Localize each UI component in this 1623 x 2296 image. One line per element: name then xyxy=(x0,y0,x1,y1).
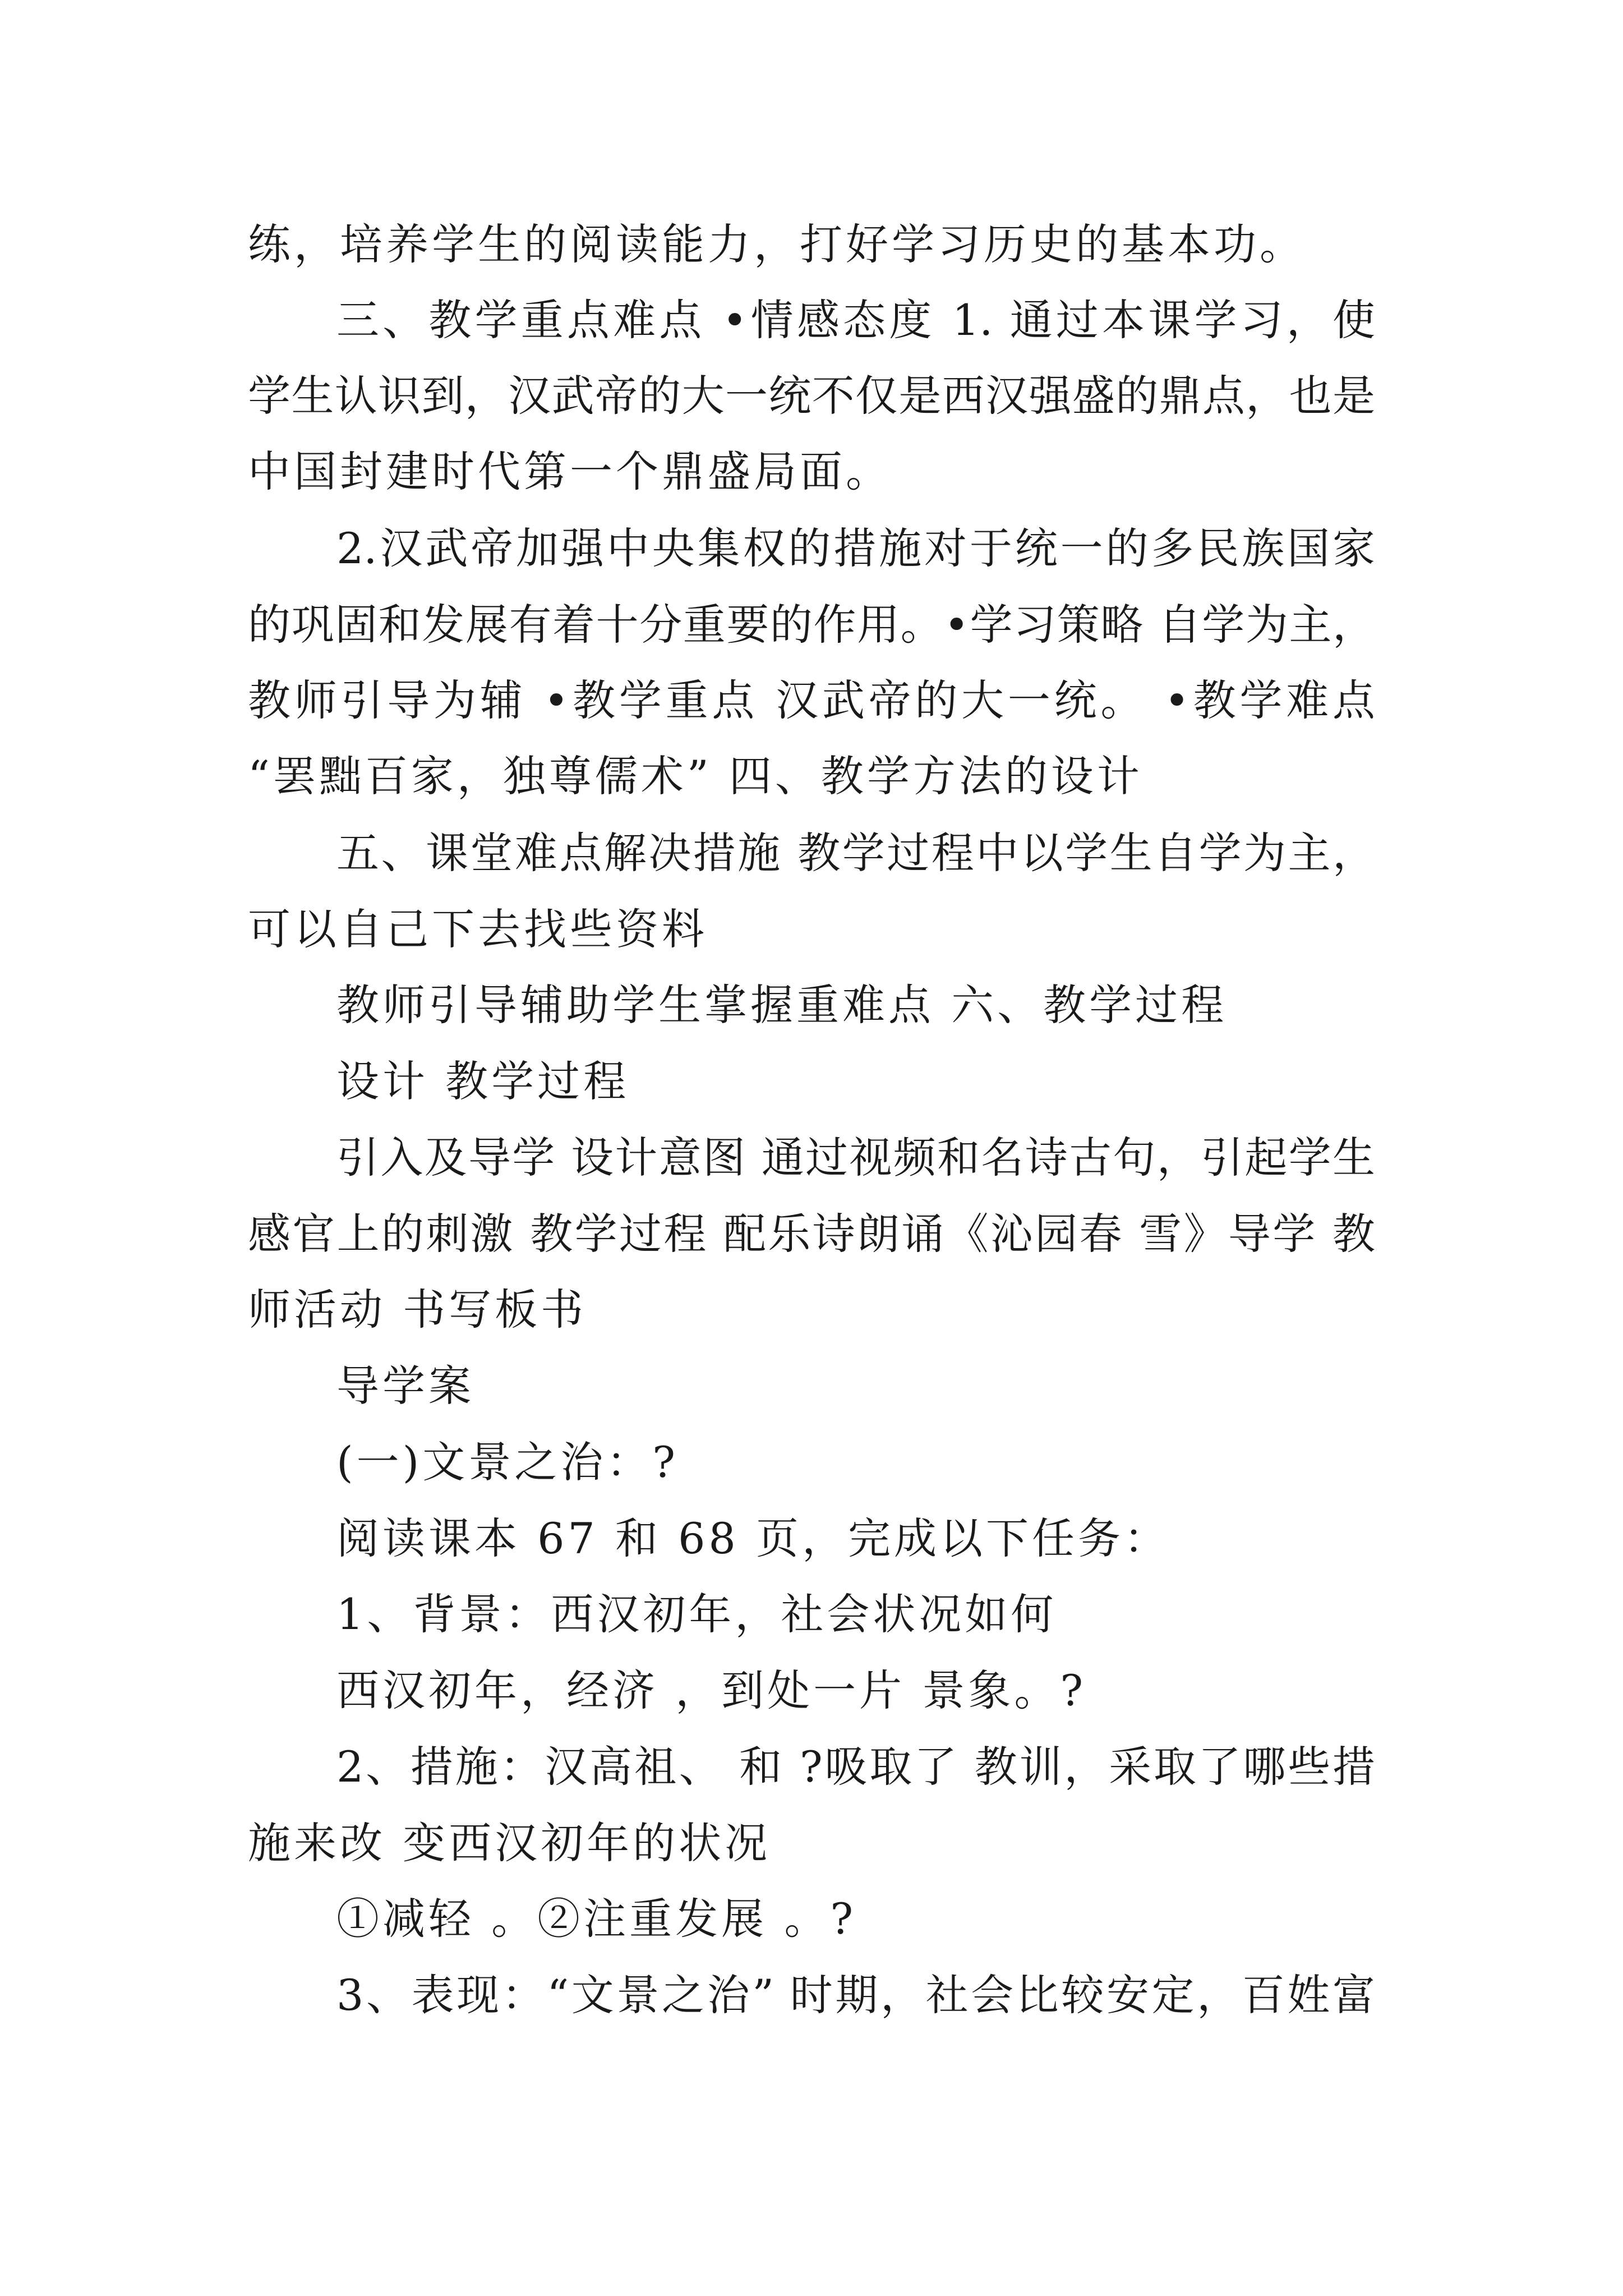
text-line-21: 2、措施：汉高祖、 和 ?吸取了 教训，采取了哪些措 xyxy=(336,1742,1375,1792)
text-line-10: 可以自己下去找些资料 xyxy=(248,904,708,954)
text-line-16: 导学案 xyxy=(336,1361,474,1411)
text-line-15: 师活动 书写板书 xyxy=(248,1285,587,1335)
text-line-13: 引入及导学 设计意图 通过视频和名诗古句，引起学生 xyxy=(336,1133,1375,1182)
text-line-7: 教师引导为辅 •教学重点 汉武帝的大一统。 •教学难点 xyxy=(248,675,1375,725)
text-line-8: “罢黜百家，独尊儒术” 四、教学方法的设计 xyxy=(248,751,1143,801)
text-line-20: 西汉初年，经济 ，到处一片 景象。? xyxy=(336,1665,1087,1715)
text-line-5: 2.汉武帝加强中央集权的措施对于统一的多民族国家 xyxy=(336,523,1375,573)
text-line-19: 1、背景：西汉初年，社会状况如何 xyxy=(336,1589,1057,1639)
text-line-24: 3、表现：“文景之治” 时期，社会比较安定，百姓富 xyxy=(336,1970,1375,2020)
text-line-4: 中国封建时代第一个鼎盛局面。 xyxy=(248,447,892,496)
text-line-17: (一)文景之治：? xyxy=(336,1437,679,1487)
text-line-6: 的巩固和发展有着十分重要的作用。•学习策略 自学为主， xyxy=(248,600,1375,650)
text-line-1: 练，培养学生的阅读能力，打好学习历史的基本功。 xyxy=(248,219,1306,269)
text-line-18: 阅读课本 67 和 68 页，完成以下任务： xyxy=(336,1513,1170,1563)
text-line-2: 三、教学重点难点 •情感态度 1. 通过本课学习，使 xyxy=(336,295,1375,345)
text-line-23: ①减轻 。②注重发展 。? xyxy=(336,1894,857,1944)
text-line-22: 施来改 变西汉初年的状况 xyxy=(248,1818,771,1868)
text-line-9: 五、课堂难点解决措施 教学过程中以学生自学为主， xyxy=(336,828,1375,878)
text-line-12: 设计 教学过程 xyxy=(336,1056,630,1106)
text-line-3: 学生认识到，汉武帝的大一统不仅是西汉强盛的鼎点，也是 xyxy=(248,371,1375,421)
text-line-14: 感官上的刺激 教学过程 配乐诗朗诵《沁园春 雪》导学 教 xyxy=(248,1209,1375,1259)
text-line-11: 教师引导辅助学生掌握重难点 六、教学过程 xyxy=(336,980,1228,1030)
